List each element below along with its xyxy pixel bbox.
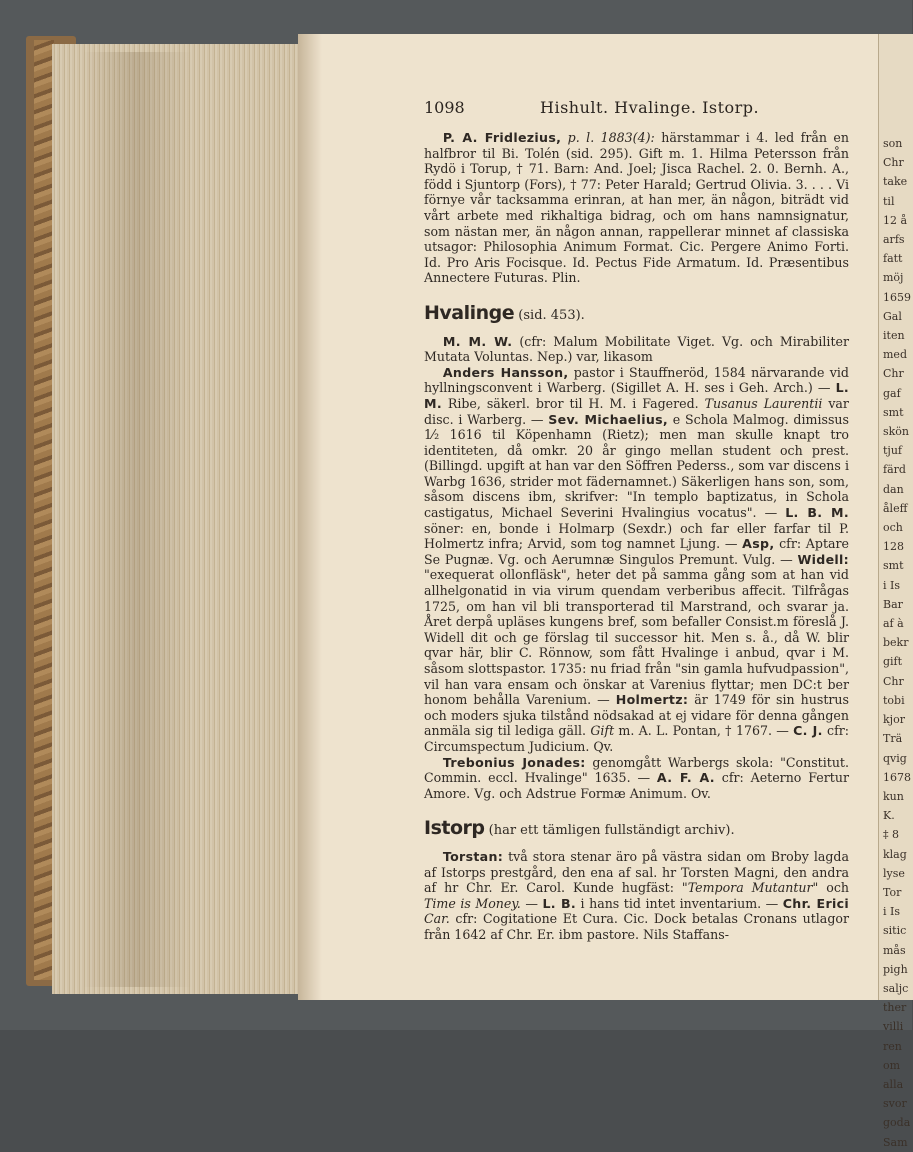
fragment-line: sitic	[883, 924, 907, 938]
person-name: Sev. Michaelius,	[548, 411, 668, 427]
paragraph-text: pastor i Stauffneröd, 1584 närvarande vid hyllningsconvent i Warberg. (Sigillet A. H. ses i Geh. Arch.) —	[424, 364, 849, 396]
person-name: Anders Hansson,	[442, 364, 569, 380]
fragment-line: 12 å	[883, 213, 908, 227]
word-gift: Gift	[590, 723, 615, 739]
fragment-line: kun	[883, 789, 904, 803]
section-title: Istorp	[424, 817, 485, 840]
paragraph	[424, 755, 849, 802]
paragraph-text: Ribe, säkerl. bror til H. M. i Fagered.	[447, 395, 699, 411]
fragment-line: iten	[883, 329, 905, 343]
fragment-line: arfs	[883, 233, 905, 247]
fragment-line: 1678	[883, 770, 911, 784]
person-name: L. M.	[424, 380, 849, 411]
fragment-line: Chr	[883, 674, 904, 688]
person-name: Asp,	[742, 536, 775, 552]
fragment-line: ren	[883, 1039, 902, 1053]
paragraph	[424, 334, 849, 365]
section-heading-istorp	[424, 817, 849, 840]
page-number: 1098	[424, 98, 465, 117]
paragraph-text: m. A. L. Pontan, † 1767. —	[618, 723, 789, 739]
motto: Tusanus Laurentii	[704, 395, 823, 411]
fragment-line: Bar	[883, 597, 903, 611]
motto: Tempora Mutantur	[687, 880, 813, 896]
entry-text: härstammar i 4. led från en halfbror til Bi. Tolén (sid. 295). Gift m. 1. Hilma Petersson från Rydö i Torup, † 71. Barn: And. Joel; Jisca Rachel. 2. 0. Bernh. A., född i Sjuntorp (Fors), † 77: Peter Harald; Gertrud Olivia. 3. . . . Vi förnye vår tacksamma erinran, at han mer, än någon, biträdt vid vårt arbete med rikhaltiga bidrag, och om hans namnsignatur, som nästan mer, än någon annan, rappellerar minnet af classiska utsagor: Philosophia Animum Format. Cic. Pergere Animo Forti. Id. Pro Aris Focisque. Id. Pectus Fide Armatum. Id. Præsentibus Annectere Futuras. Plin.	[424, 130, 849, 286]
section-title: Hvalinge	[424, 301, 515, 324]
paragraph-text: " och	[812, 880, 850, 896]
fragment-line: gaf	[883, 386, 901, 400]
fragment-line: alla	[883, 1077, 904, 1091]
fragment-line: smt	[883, 559, 904, 573]
paragraph-text: var disc. i Warberg. —	[424, 395, 849, 427]
paragraph-text: söner: en, bonde i Holmarp (Sexdr.) och far eller farfar til P. Holmertz infra; Arvid, som tog namnet Ljung. —	[424, 520, 849, 552]
fragment-line: färd	[883, 463, 906, 477]
person-name: C. J.	[793, 723, 823, 739]
person-name: M. M. W.	[442, 333, 513, 349]
fragment-line: smt	[883, 405, 904, 419]
fragment-line: om	[883, 1058, 901, 1072]
fragment-line: K.	[883, 809, 895, 823]
fragment-line: lyse	[883, 866, 905, 880]
paragraph-text: cfr: Cogitatione Et Cura. Cic. Dock betalas Cronans utlagor från 1642 af Chr. Er. ibm pastore. Nils Staffans-	[424, 911, 849, 942]
fragment-line: villi	[883, 1020, 904, 1034]
paragraph-text: cfr: Aptare Se Pugnæ. Vg. och Aerumnæ Singulos Premunt. Vulg. —	[424, 536, 849, 567]
page-block-shadow	[82, 52, 192, 987]
fragment-line: Gal	[883, 309, 902, 323]
person-name: A. F. A.	[656, 770, 715, 786]
fragment-line: svor	[883, 1097, 907, 1111]
fragment-line: Chr	[883, 367, 904, 381]
entry-fridlezius	[424, 130, 849, 286]
paragraph-text: är 1749 för sin hustrus och moders sjuka tilstånd nödsakad at ej vidare för denna gången anmäla sig til lediga gäll.	[424, 692, 849, 739]
abbrev-car: Car.	[424, 911, 450, 927]
fragment-line: 128	[883, 540, 904, 554]
person-name: Trebonius Jonades:	[442, 754, 586, 770]
fragment-line: Chr	[883, 156, 904, 170]
adjacent-page-fragment	[878, 34, 913, 1149]
section-subtitle: (har ett tämligen fullständigt archiv).	[488, 823, 735, 839]
section-subtitle: (sid. 453).	[518, 307, 585, 323]
fragment-line: til	[883, 194, 895, 208]
fragment-spacer	[879, 34, 913, 134]
fragment-line: mås	[883, 943, 906, 957]
fragment-line: kjor	[883, 713, 905, 727]
fragment-line: pigh	[883, 962, 908, 976]
fragment-line: qvig	[883, 751, 907, 765]
fragment-line: i Is	[883, 578, 901, 592]
person-name: Torstan:	[442, 848, 504, 864]
fragment-line: åleff	[883, 501, 908, 515]
page-body	[424, 130, 849, 943]
paragraph-text: "exequerat ollonfläsk", heter det på samma gång som at han vid allhelgonatid in via virum quendam verberibus affecit. Tilfrågas 1725, om han vil bli transporterad til Marstrand, och svarar ja. Året derpå upläses kungens bref, som befaller Consist.m föreslå J. Widell dit och ge förslag til successor hit. Men s. å., då W. blir qvar här, blir C. Rönnow, som fått Hvalinge i anbud, qvar i M. såsom slottspastor. 1735: nu friad från "sin gamla hufvudpassion", vil han vara ensam och önskar at Varenius flyttar; men DC:t ber honom behålla Varenium. —	[424, 567, 849, 708]
fragment-line: Sam	[883, 1135, 908, 1149]
paragraph	[424, 365, 849, 755]
paragraph-text: cfr: Aeterno Fertur Amore. Vg. och Adstrue Formæ Animum. Ov.	[424, 770, 849, 801]
fragment-line: take	[883, 175, 908, 189]
fragment-line: dan	[883, 482, 904, 496]
fragment-line: gift	[883, 655, 903, 669]
fragment-line: fatt	[883, 252, 903, 266]
fragment-line: goda	[883, 1116, 911, 1130]
paragraph-text: genomgått Warbergs skola: "Constitut. Commin. eccl. Hvalinge" 1635. —	[424, 754, 849, 786]
paragraph-text: (cfr: Malum Mobilitate Viget. Vg. och Mirabiliter Mutata Voluntas. Nep.) var, likasom	[424, 333, 849, 365]
fragment-line: möj	[883, 271, 904, 285]
fragment-line: ‡ 8	[883, 828, 899, 842]
fragment-line: klag	[883, 847, 907, 861]
paragraph-text: två stora stenar äro på västra sidan om Broby lagda af Istorps prestgård, den ena af sal. hr Torsten Magni, den andra af hr Chr. Er. Carol. Kunde hugfäst: "	[424, 848, 849, 896]
fragment-line: med	[883, 348, 907, 362]
person-name: Chr. Erici	[782, 895, 849, 911]
fragment-line: Trä	[883, 732, 903, 746]
fragment-line: i Is	[883, 905, 901, 919]
person-name: L. B. M.	[785, 505, 849, 521]
person-name: L. B.	[542, 895, 577, 911]
fragment-line: saljc	[883, 981, 909, 995]
fragment-line: tobi	[883, 693, 905, 707]
paragraph	[424, 849, 849, 943]
paragraph-text: i hans tid intet inventarium. —	[580, 895, 779, 911]
section-heading-hvalinge	[424, 301, 849, 324]
page-gutter-shadow	[298, 34, 322, 1000]
paragraph-text: cfr: Circumspectum Judicium. Qv.	[424, 723, 850, 754]
page-title: Hishult. Hvalinge. Istorp.	[540, 98, 760, 117]
person-name: Holmertz:	[615, 692, 689, 708]
marbled-cover-edge	[34, 40, 54, 980]
fragment-line: ther	[883, 1001, 907, 1015]
fragment-line: tjuf	[883, 444, 902, 458]
fragment-line: bekr	[883, 636, 909, 650]
motto: Time is Money.	[424, 895, 521, 911]
entry-date: p. l. 1883(4):	[567, 130, 655, 145]
fragment-line: 1659	[883, 290, 911, 304]
fragment-line: af à	[883, 617, 904, 631]
fragment-line: och	[883, 521, 903, 535]
fragment-line: Tor	[883, 885, 902, 899]
fragment-line: skön	[883, 425, 910, 439]
fragment-line: son	[883, 137, 903, 150]
paragraph-text: —	[525, 895, 538, 911]
entry-name: P. A. Fridlezius,	[442, 130, 562, 145]
paragraph-text: e Schola Malmog. dimissus 1⁄₂ 1616 til Köpenhamn (Rietz); men man skulle knapt tro identiteten, då omkr. 20 år gingo mellan student och prest. (Billingd. upgift at han var den Söffren Pederss., som var discens i Warbg 1636, strider mot fädernamnet.) Säkerligen hans son, som, såsom discens ibm, skrifver: "In templo baptizatus, in Schola castigatus, Michael Severini Hvalingius vocatus". —	[424, 411, 849, 521]
person-name: Widell:	[797, 551, 849, 567]
